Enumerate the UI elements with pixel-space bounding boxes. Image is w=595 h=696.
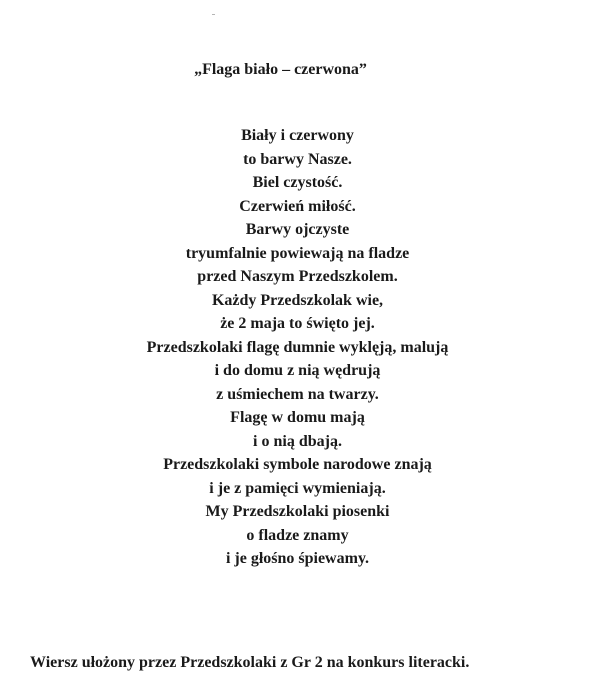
scan-speck <box>212 14 215 15</box>
poem-line: przed Naszym Przedszkolem. <box>197 268 398 285</box>
poem-line: z uśmiechem na twarzy. <box>216 385 379 403</box>
poem-body <box>0 124 595 571</box>
poem-line: Biel czystość. <box>252 174 343 191</box>
poem-line: i do domu z nią wędrują <box>214 362 381 379</box>
poem-line: to barwy Nasze. <box>243 150 352 168</box>
poem-line: Przedszkolaki flagę dumnie wyklęją, malują <box>146 338 449 356</box>
poem-line: tryumfalnie powiewają na fladze <box>185 244 410 262</box>
poem-line: Każdy Przedszkolak wie, <box>211 291 384 309</box>
poem-line: My Przedszkolaki piosenki <box>205 503 390 520</box>
poem-line: o fladze znamy <box>246 526 349 544</box>
poem-line: i je z pamięci wymieniają. <box>209 479 386 497</box>
poem-line: Barwy ojczyste <box>245 221 350 238</box>
poem-line: Przedszkolaki symbole narodowe znają <box>163 456 432 473</box>
poem-line: że 2 maja to święto jej. <box>220 315 375 332</box>
poem-line: Czerwień miłość. <box>239 197 356 215</box>
poem-line: i o nią dbają. <box>253 432 342 450</box>
poem-line: Flagę w domu mają <box>230 409 365 426</box>
poem-line: i je głośno śpiewamy. <box>225 550 370 567</box>
author-note: Wiersz ułożony przez Przedszkolaki z Gr 2 na konkurs literacki. <box>30 654 470 671</box>
poem-title: „Flaga biało – czerwona” <box>194 61 367 78</box>
poem-line: Biały i czerwony <box>241 127 354 144</box>
